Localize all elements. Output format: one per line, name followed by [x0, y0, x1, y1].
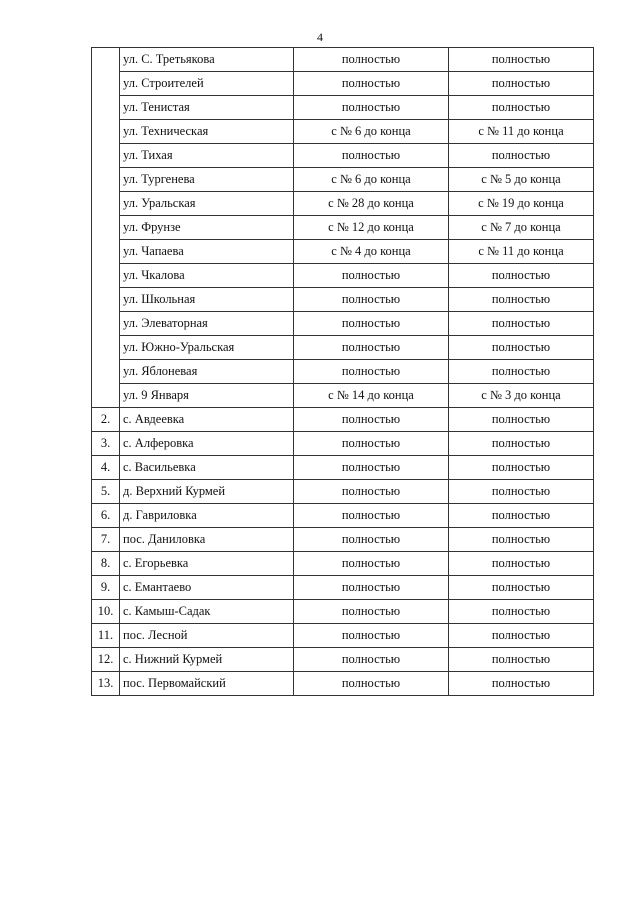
coverage-cell-a: полностью [294, 408, 449, 432]
coverage-cell-b: полностью [449, 672, 594, 696]
settlement-name-cell: ул. Школьная [120, 288, 294, 312]
table-row [92, 504, 594, 528]
settlement-name-cell: ул. Тургенева [120, 168, 294, 192]
settlement-name-cell: с. Алферовка [120, 432, 294, 456]
coverage-cell-a: полностью [294, 312, 449, 336]
coverage-cell-b: полностью [449, 480, 594, 504]
coverage-cell-b: полностью [449, 336, 594, 360]
table-row [92, 480, 594, 504]
coverage-cell-a: полностью [294, 528, 449, 552]
settlement-name-cell: ул. Фрунзе [120, 216, 294, 240]
settlement-name-cell: с. Васильевка [120, 456, 294, 480]
coverage-cell-a: полностью [294, 336, 449, 360]
coverage-cell-a: полностью [294, 624, 449, 648]
row-number-cell: 5. [92, 480, 120, 504]
coverage-cell-b: полностью [449, 48, 594, 72]
coverage-cell-a: полностью [294, 144, 449, 168]
coverage-cell-a: полностью [294, 672, 449, 696]
table-row [92, 672, 594, 696]
table-row [92, 240, 594, 264]
coverage-cell-a: полностью [294, 456, 449, 480]
settlements-table [91, 47, 594, 696]
settlement-name-cell: ул. Яблоневая [120, 360, 294, 384]
coverage-cell-a: с № 4 до конца [294, 240, 449, 264]
settlement-name-cell: ул. 9 Января [120, 384, 294, 408]
table-row [92, 432, 594, 456]
coverage-cell-a: полностью [294, 600, 449, 624]
row-number-cell: 3. [92, 432, 120, 456]
coverage-cell-b: полностью [449, 648, 594, 672]
table-row [92, 264, 594, 288]
table-row [92, 576, 594, 600]
page-number: 4 [317, 30, 323, 44]
row-number-cell: 8. [92, 552, 120, 576]
coverage-cell-b: с № 7 до конца [449, 216, 594, 240]
coverage-cell-a: полностью [294, 648, 449, 672]
coverage-cell-b: полностью [449, 552, 594, 576]
settlement-name-cell: с. Нижний Курмей [120, 648, 294, 672]
table-row [92, 216, 594, 240]
settlement-name-cell: с. Камыш-Садак [120, 600, 294, 624]
coverage-cell-b: полностью [449, 432, 594, 456]
settlement-name-cell: ул. Тенистая [120, 96, 294, 120]
row-number-cell: 13. [92, 672, 120, 696]
table-row [92, 96, 594, 120]
settlement-name-cell: пос. Лесной [120, 624, 294, 648]
row-number-cell: 4. [92, 456, 120, 480]
settlement-name-cell: с. Авдеевка [120, 408, 294, 432]
settlement-name-cell: пос. Даниловка [120, 528, 294, 552]
row-number-cell: 11. [92, 624, 120, 648]
table-row [92, 144, 594, 168]
row-number-cell [92, 48, 120, 408]
table-row [92, 552, 594, 576]
row-number-cell: 7. [92, 528, 120, 552]
coverage-cell-a: полностью [294, 72, 449, 96]
table-row [92, 336, 594, 360]
coverage-cell-b: полностью [449, 504, 594, 528]
coverage-cell-b: полностью [449, 360, 594, 384]
coverage-cell-b: полностью [449, 528, 594, 552]
row-number-cell: 12. [92, 648, 120, 672]
coverage-cell-a: с № 14 до конца [294, 384, 449, 408]
table-row [92, 528, 594, 552]
coverage-cell-a: полностью [294, 288, 449, 312]
table-row [92, 192, 594, 216]
coverage-cell-a: с № 6 до конца [294, 168, 449, 192]
settlement-name-cell: ул. Уральская [120, 192, 294, 216]
row-number-cell: 6. [92, 504, 120, 528]
coverage-cell-b: полностью [449, 96, 594, 120]
coverage-cell-a: полностью [294, 432, 449, 456]
coverage-cell-b: полностью [449, 456, 594, 480]
table-row [92, 72, 594, 96]
coverage-cell-a: полностью [294, 480, 449, 504]
table-row [92, 384, 594, 408]
coverage-cell-b: полностью [449, 576, 594, 600]
settlement-name-cell: с. Емантаево [120, 576, 294, 600]
settlement-name-cell: с. Егорьевка [120, 552, 294, 576]
table-row [92, 624, 594, 648]
coverage-cell-a: с № 12 до конца [294, 216, 449, 240]
settlement-name-cell: ул. Элеваторная [120, 312, 294, 336]
settlement-name-cell: ул. Техническая [120, 120, 294, 144]
coverage-cell-b: полностью [449, 408, 594, 432]
row-number-cell: 2. [92, 408, 120, 432]
coverage-cell-b: полностью [449, 264, 594, 288]
coverage-cell-a: с № 28 до конца [294, 192, 449, 216]
row-number-cell: 9. [92, 576, 120, 600]
coverage-cell-b: полностью [449, 600, 594, 624]
coverage-cell-a: полностью [294, 48, 449, 72]
settlement-name-cell: д. Верхний Курмей [120, 480, 294, 504]
coverage-cell-a: полностью [294, 264, 449, 288]
table-row [92, 288, 594, 312]
table-row [92, 360, 594, 384]
table-row [92, 120, 594, 144]
coverage-cell-a: полностью [294, 576, 449, 600]
coverage-cell-b: полностью [449, 72, 594, 96]
coverage-cell-b: полностью [449, 624, 594, 648]
coverage-cell-a: полностью [294, 96, 449, 120]
table-body [92, 48, 594, 696]
coverage-cell-b: полностью [449, 312, 594, 336]
coverage-cell-b: с № 11 до конца [449, 240, 594, 264]
coverage-cell-b: с № 5 до конца [449, 168, 594, 192]
table-row [92, 408, 594, 432]
coverage-cell-b: с № 3 до конца [449, 384, 594, 408]
coverage-cell-a: полностью [294, 552, 449, 576]
coverage-cell-a: полностью [294, 360, 449, 384]
table-row [92, 456, 594, 480]
table-row [92, 648, 594, 672]
coverage-cell-b: полностью [449, 288, 594, 312]
coverage-cell-b: с № 11 до конца [449, 120, 594, 144]
settlement-name-cell: ул. Строителей [120, 72, 294, 96]
table-row [92, 168, 594, 192]
settlement-name-cell: ул. Южно-Уральская [120, 336, 294, 360]
settlement-name-cell: ул. Тихая [120, 144, 294, 168]
coverage-cell-b: полностью [449, 144, 594, 168]
settlement-name-cell: ул. С. Третьякова [120, 48, 294, 72]
row-number-cell: 10. [92, 600, 120, 624]
table-row [92, 600, 594, 624]
table-row [92, 48, 594, 72]
settlement-name-cell: д. Гавриловка [120, 504, 294, 528]
settlement-name-cell: ул. Чкалова [120, 264, 294, 288]
coverage-cell-b: с № 19 до конца [449, 192, 594, 216]
settlement-name-cell: ул. Чапаева [120, 240, 294, 264]
coverage-cell-a: полностью [294, 504, 449, 528]
table-row [92, 312, 594, 336]
settlement-name-cell: пос. Первомайский [120, 672, 294, 696]
coverage-cell-a: с № 6 до конца [294, 120, 449, 144]
